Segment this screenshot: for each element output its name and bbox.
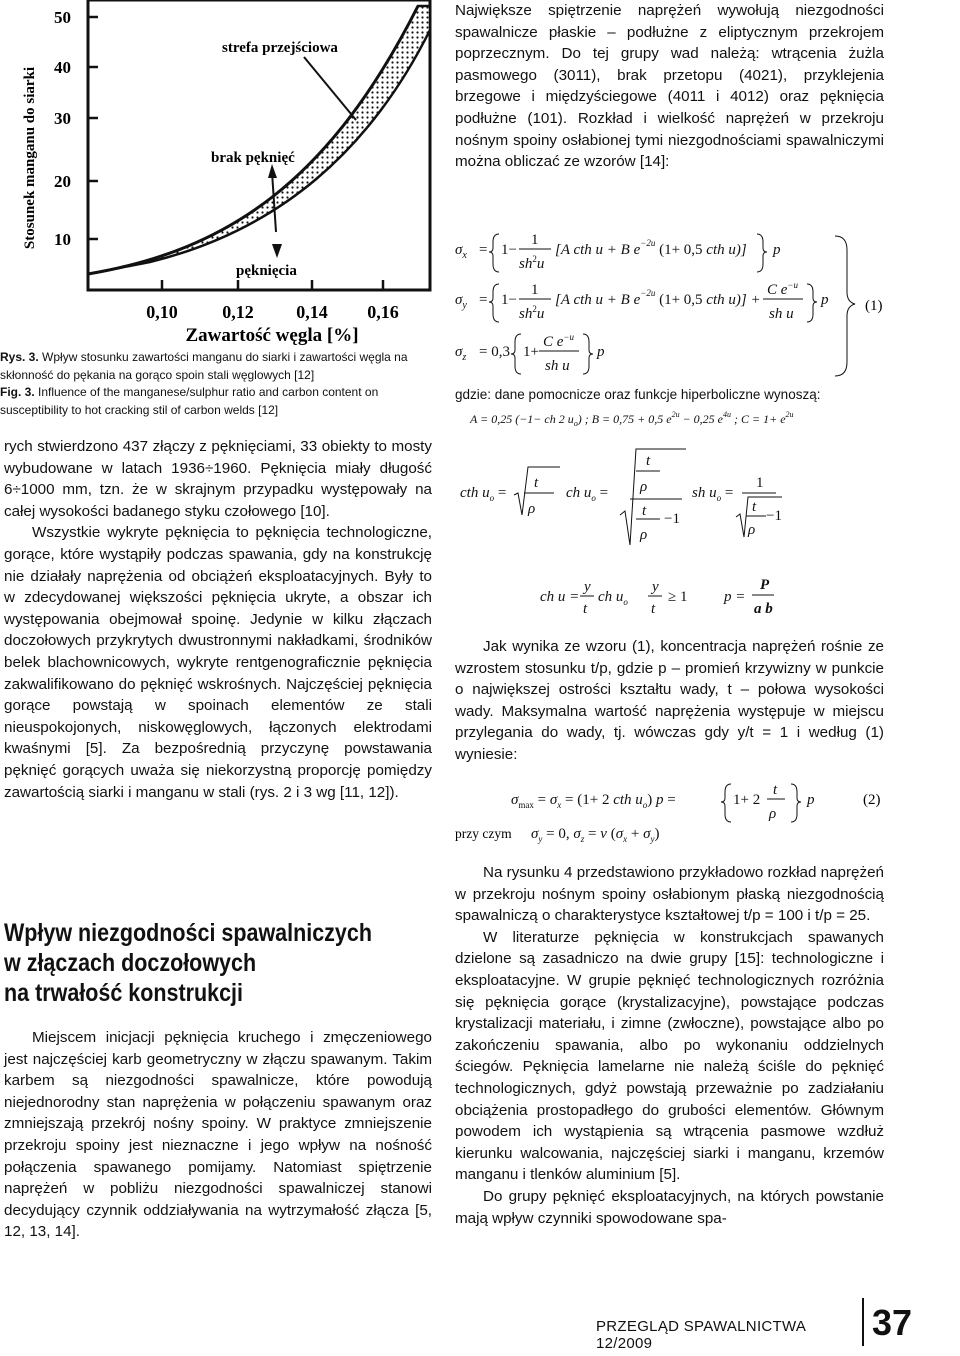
x-tick-016: 0,16 [367, 302, 399, 322]
svg-text:ρ: ρ [528, 501, 536, 517]
equation-2 [455, 772, 895, 848]
y-tick-50: 50 [54, 8, 71, 27]
right-paragraph-1: Największe spiętrzenie naprężeń wywołują niezgodności spawalnicze płaskie – podłużne z eliptycznym przekrojem poprzecznym. Do tej grupy wad należą: wtrącenia żużla pasmowego (3011), brak przetopu (4021), przyklejenia brzegowe i międzyściegowe (4011 i 4012) oraz pęknięcia podłużne (101). Rozkład i wielkość naprężeń w przekroju nośnym spoiny osłabionej tymi niezgodnościami spawalniczymi można obliczać ze wzorów [14]: [455, 2, 884, 171]
svg-text:≥ 1: ≥ 1 [668, 589, 688, 605]
svg-text:t: t [773, 782, 778, 798]
svg-text:[A cth u + B e−2u (1+ 0,5 cth: [A cth u + B $e^{-2u}$ (1+ 0,5 cth u)] + [555, 288, 761, 308]
figure-3-plot [0, 0, 440, 345]
svg-text:t: t [651, 601, 656, 617]
left-paragraph-3: Miejscem inicjacji pęknięcia kruchego i zmęczeniowego jest najczęściej karb geometryczny w złączu spawanym. Takim karbem są niezgodności spawalnicze, które powodują niejednorodny stan naprężenia w połączeniu spawanym oraz zmniejszają przekrój nośny spoiny. W praktyce zmniejszenie przekroju spoiny jest nieznaczne i jego wpływ na nośność połączenia spawanego pomijamy. Natomiast spiętrzenie naprężeń w pobliżu niezgodności spawalniczej stanowi decydujący czynnik oddziaływania na wytrzymałość złącza [5, 12, 13, 14]. [4, 1029, 432, 1241]
svg-text:−1: −1 [766, 508, 782, 524]
right-column-top [455, 0, 884, 173]
svg-text:[A cth u + B e−2u (1+ 0,5 cth: [A cth u + B $e^{-2u}$ (1+ 0,5 cth u)] [555, 238, 747, 258]
svg-text:ρ: ρ [640, 527, 648, 543]
svg-text:ch uo =: ch $u_o$ = [566, 485, 609, 503]
y-tick-20: 20 [54, 172, 71, 191]
auxiliary-formulas-svg [460, 405, 910, 625]
svg-text:1−: 1− [501, 242, 517, 258]
x-tick-010: 0,10 [146, 302, 178, 322]
svg-text:1: 1 [756, 475, 764, 491]
svg-text:t: t [583, 601, 588, 617]
x-axis-label: Zawartość węgla [%] [185, 325, 359, 346]
equation-1-svg [455, 228, 895, 388]
svg-text:p: p [597, 344, 605, 360]
x-tick-014: 0,14 [296, 302, 328, 322]
where-text: gdzie: dane pomocnicze oraz funkcje hiperboliczne wynoszą: [455, 387, 821, 402]
right-paragraph-3: Na rysunku 4 przedstawiono przykładowo rozkład naprężeń w przekroju nośnym spoiny osłabionym płaską niezgodnością spawalniczą o charakterystyce kształtowej t/p = 100 i t/p = 25. [455, 864, 884, 925]
caption-pl-label: Rys. 3. [0, 350, 39, 364]
journal-footer: PRZEGLĄD SPAWALNICTWA 12/2009 [596, 1318, 806, 1352]
svg-text:= 0,3: = 0,3 [479, 344, 510, 360]
svg-text:C e−u: C $e^{-u}$ [543, 332, 574, 350]
svg-text:=: = [479, 242, 488, 258]
figure-3 [0, 0, 440, 345]
svg-text:=: = [479, 292, 488, 308]
label-cracks: pęknięcia [236, 263, 297, 279]
right-column-mid [455, 636, 884, 766]
svg-text:1: 1 [531, 282, 539, 298]
figure-caption [0, 349, 432, 419]
svg-text:σy: $\sigma_y$ [455, 292, 467, 311]
przy-czym-label: przy czym [455, 826, 512, 841]
svg-text:σx: $\sigma_x$ [455, 242, 467, 261]
svg-text:1: 1 [531, 232, 539, 248]
auxiliary-formulas [460, 405, 910, 625]
footer-separator [862, 1298, 864, 1346]
y-tick-10: 10 [54, 230, 71, 249]
svg-text:ρ: ρ [748, 522, 756, 538]
right-paragraph-5: Do grupy pęknięć eksploatacyjnych, na których powstanie mają wpływ czynniki spowodowane spa- [455, 1187, 884, 1227]
equation-1-number: (1) [865, 298, 883, 314]
svg-text:ch u =: ch u = [540, 589, 580, 605]
svg-text:σmax = σx = (1+ 2 cth uo) p =: $\sigma_{max} = \sigma_x = (1+ 2$ cth $u_o$) p = [511, 792, 676, 810]
label-transition-zone: strefa przejściowa [222, 40, 338, 56]
equation-2-svg [455, 772, 895, 848]
svg-text:p =: p = [724, 589, 746, 605]
svg-text:y: y [584, 579, 591, 595]
heading-line-1: Wpływ niezgodności spawalniczych [4, 919, 372, 947]
y-tick-40: 40 [54, 58, 71, 77]
label-no-cracks: brak pęknięć [211, 150, 295, 166]
svg-text:σy = 0, σz = ν (σx + σy): $\sigma_y = 0$, $\sigma_z = \nu$ $(\sigma_x + \sigma_y)$ [531, 826, 660, 844]
right-paragraph-4: W literaturze pęknięcia w konstrukcjach spawanych dzielone są zasadniczo na dwie grupy [15]: technologiczne i eksploatacyjne. W grupie pęknięć technologicznych rozróżnia się pęknięcia gorące (krystalizacyjne), powstające podczas krystalizacji materiału, i zimne (zwłoczne), powstające albo po zakończeniu spawania, albo po wykonaniu oddzielnych ściegów. Pęknięcia lamelarne nie należą ściśle do pęknięć technologicznych, gdyż powstają przeważnie po zadziałaniu obciążenia prostopadłego do grubości elementów. Głównym powodem ich wystąpienia są wtrącenia pasmowe wzdłuż kierunku walcowania, najczęściej siarki i manganu, krzemów manganu i tlenków aluminium [5]. [455, 928, 884, 1184]
svg-text:sh2u: $sh^2u$ [519, 254, 545, 272]
svg-text:y: y [652, 579, 659, 595]
caption-en-label: Fig. 3. [0, 385, 35, 399]
svg-text:sh2u: $sh^2u$ [519, 304, 545, 322]
svg-text:P: P [760, 577, 770, 593]
svg-text:1−: 1− [501, 292, 517, 308]
svg-text:a b: a b [754, 601, 773, 617]
svg-text:A = 0,25 (−1− ch 2 uo) ; B =: A = 0,25 (−1− ch 2 $u_o$) ; B = 0,75 + 0,5 $e^{2u} - 0,25$ $e^{4u}$ ; $C = 1+ e^{2u}$ [470, 410, 794, 428]
x-tick-012: 0,12 [222, 302, 254, 322]
equation-1 [455, 228, 895, 388]
svg-text:p: p [773, 242, 781, 258]
caption-en: Fig. 3. Influence of the manganese/sulphur ratio and carbon content on susceptibility to hot cracking stil of carbon welds [12] [0, 385, 379, 417]
right-paragraph-2: Jak wynika ze wzoru (1), koncentracja naprężeń rośnie ze wzrostem stosunku t/p, gdzie p – promień krzywizny w punkcie o największej ostrości kształtu wady, t – połowa wysokości wady. Maksymalna wartość naprężenia występuje w miejscu przylegania do wady, tj. wówczas gdy y/t = 1 i według (1) wyniesie: [455, 638, 884, 763]
svg-text:1+: 1+ [523, 344, 539, 360]
right-column-bottom [455, 862, 884, 1229]
svg-text:sh uo =: sh $u_o$ = [692, 485, 734, 503]
section-heading [4, 918, 504, 1008]
y-axis-label: Stosunek manganu do siarki [22, 66, 38, 250]
svg-text:1+ 2: 1+ 2 [733, 792, 761, 808]
svg-text:t: t [534, 475, 539, 491]
heading-line-3: na trwałość konstrukcji [4, 979, 243, 1007]
svg-text:cth uo =: cth $u_o$ = [460, 485, 507, 503]
equation-2-number: (2) [863, 792, 881, 808]
page-number: 37 [872, 1302, 913, 1343]
left-column [4, 436, 432, 803]
svg-text:ρ: ρ [640, 479, 648, 495]
svg-text:t: t [646, 453, 651, 469]
svg-text:sh u: sh u [545, 358, 570, 374]
svg-text:sh u: sh u [769, 306, 794, 322]
svg-text:ρ: ρ [769, 806, 777, 822]
svg-text:t: t [642, 503, 647, 519]
svg-text:C e−u: C $e^{-u}$ [767, 280, 798, 298]
svg-text:ch uo: ch $u_o$ [598, 589, 628, 607]
svg-text:t: t [752, 499, 757, 515]
left-paragraph-2: Wszystkie wykryte pęknięcia to pęknięcia technologiczne, gorące, które wystąpiły podczas spawania, gdy na konstrukcję nie działały naprężenia od obciążeń eksploatacyjnych. Były to w zdecydowanej większości pęknięcia ukryte, a obszar ich występowania obejmował spoinę. Jedynie w kilku złączach doczołowych przykrytych dwustronnymi nakładkami, środników belek blachownicowych, wykryte rentgenograficznie pęknięcia zakwalifikowano do pęknięć wskrośnych. Najczęściej pęknięcia gorące powstają w spoinach elementów ze stali nieuspokojonych, niskowęglowych, łączonych elektrodami kwaśnymi [5]. Za bezpośrednią przyczynę powstawania pęknięć gorących uważa się niekorzystną proporcję pomiędzy zawartością siarki i manganu w stali (rys. 2 i 3 wg [11, 12]). [4, 524, 432, 801]
left-paragraph-1: rych stwierdzono 437 złączy z pęknięciami, 33 obiekty to mosty wybudowane w latach 1936÷1960. Pęknięcia miały długość 6÷1000 mm, tzn. że w skrajnym przypadku występowały na całej wysokości badanego styku czołowego [10]. [4, 438, 432, 520]
left-column-2 [4, 1027, 432, 1243]
svg-text:p: p [807, 792, 815, 808]
svg-text:p: p [821, 292, 829, 308]
caption-pl: Rys. 3. Wpływ stosunku zawartości manganu do siarki i zawartości węgla na skłonność do pękania na gorąco spoin stali węglowych [12] [0, 350, 408, 382]
y-tick-30: 30 [54, 109, 71, 128]
svg-text:−1: −1 [664, 511, 680, 527]
heading-line-2: w złączach doczołowych [4, 949, 257, 977]
svg-text:σz: $\sigma_z$ [455, 344, 467, 363]
